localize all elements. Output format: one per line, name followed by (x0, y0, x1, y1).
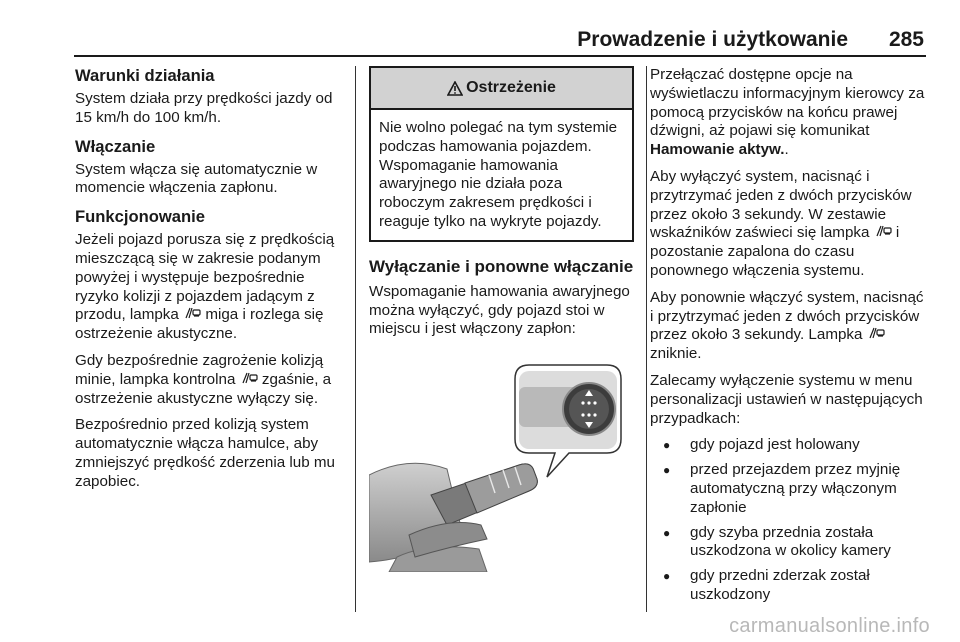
paragraph-disable-system: Aby wyłączyć system, nacisnąć i przytrzymać jeden z dwóch przycisków przez około 3 sekundy. W zestawie wskaźników zaświeci się lampka i pozostanie zapalona do czasu ponownego włączenia systemu. (650, 167, 912, 279)
paragraph-collision-risk: Jeżeli pojazd porusza się z prędkością mieszczącą się w zakresie podanym powyżej i występuje bezpośrednie ryzyko kolizji z pojazdem jadącym z przodu, lampka miga i rozlega się ostrzeżenie akustyczne. (75, 231, 335, 343)
paragraph-deactivation-intro: Wspomaganie hamowania awaryjnego można wyłączyć, gdy pojazd stoi w miejscu i jest włączony zapłon: (369, 282, 630, 338)
paragraph-speed-range: System działa przy prędkości jazdy od 15 km/h do 100 km/h. (75, 90, 333, 126)
collision-warning-icon (867, 326, 885, 340)
paragraph-reenable-system: Aby ponownie włączyć system, nacisnąć i przytrzymać jeden z dwóch przycisków przez około 3 sekundy. Lampka zniknie. (650, 288, 924, 363)
wiper-stalk-image (369, 357, 631, 572)
paragraph-select-option: Przełączać dostępne opcje na wyświetlaczu informacyjnym kierowcy za pomocą przycisków na końcu prawej dźwigni, aż pojawi się komunikat Hamowanie aktyw.. (650, 66, 925, 159)
list-item: ● gdy przedni zderzak został uszkodzony (650, 567, 930, 605)
list-item: ● gdy pojazd jest holowany (650, 436, 930, 455)
warning-title: Ostrzeżenie (466, 78, 556, 96)
heading-activation: Włączanie (75, 136, 156, 156)
column-middle (369, 66, 634, 578)
column-divider (646, 66, 647, 612)
paragraph-activation: System włącza się automatycznie w momencie włączenia zapłonu. (75, 160, 318, 197)
warning-triangle-icon (447, 81, 463, 96)
column-divider (355, 66, 356, 612)
message-brake-active: Hamowanie aktyw. (650, 141, 785, 159)
watermark: carmanualsonline.info (729, 615, 930, 637)
page-number: 285 (888, 28, 924, 51)
page-header (0, 0, 960, 58)
list-item: ● przed przejazdem przez myjnię automatyczną przy włączonym zapłonie (650, 461, 930, 517)
header-rule (74, 55, 926, 57)
paragraph-auto-braking: Bezpośrednio przed kolizją system automatycznie włącza hamulce, aby zmniejszyć prędkość zderzenia lub mu zapobiec. (75, 416, 335, 490)
paragraph-danger-passed: Gdy bezpośrednie zagrożenie kolizją minie, lampka kontrolna zgaśnie, a ostrzeżenie akustyczne wyłączy się. (75, 351, 332, 407)
list-item: ● gdy szyba przednia została uszkodzona w okolicy kamery (650, 524, 930, 562)
warning-header (371, 68, 632, 110)
column-left (75, 66, 347, 500)
heading-deactivation: Wyłączanie i ponowne włączanie (369, 256, 634, 276)
warning-box (369, 66, 634, 242)
warning-text: Nie wolno polegać na tym systemie podczas hamowania pojazdem. Wspomaganie hamowania awaryjnego nie działa poza roboczym zakresem prędkości i reaguje tylko na wykryte pojazdy. (379, 119, 618, 230)
stalk-illustration (369, 357, 634, 578)
collision-warning-icon (240, 371, 258, 385)
bullet-list (650, 436, 930, 604)
paragraph-recommendation: Zalecamy wyłączenie systemu w menu personalizacji ustawień w następujących przypadkach: (650, 371, 923, 427)
running-title: Prowadzenie i użytkowanie (577, 28, 848, 51)
collision-warning-icon (874, 224, 892, 238)
heading-operating-conditions: Warunki działania (75, 66, 215, 85)
collision-warning-icon (183, 306, 201, 320)
heading-function: Funkcjonowanie (75, 207, 205, 227)
column-right (650, 66, 930, 611)
